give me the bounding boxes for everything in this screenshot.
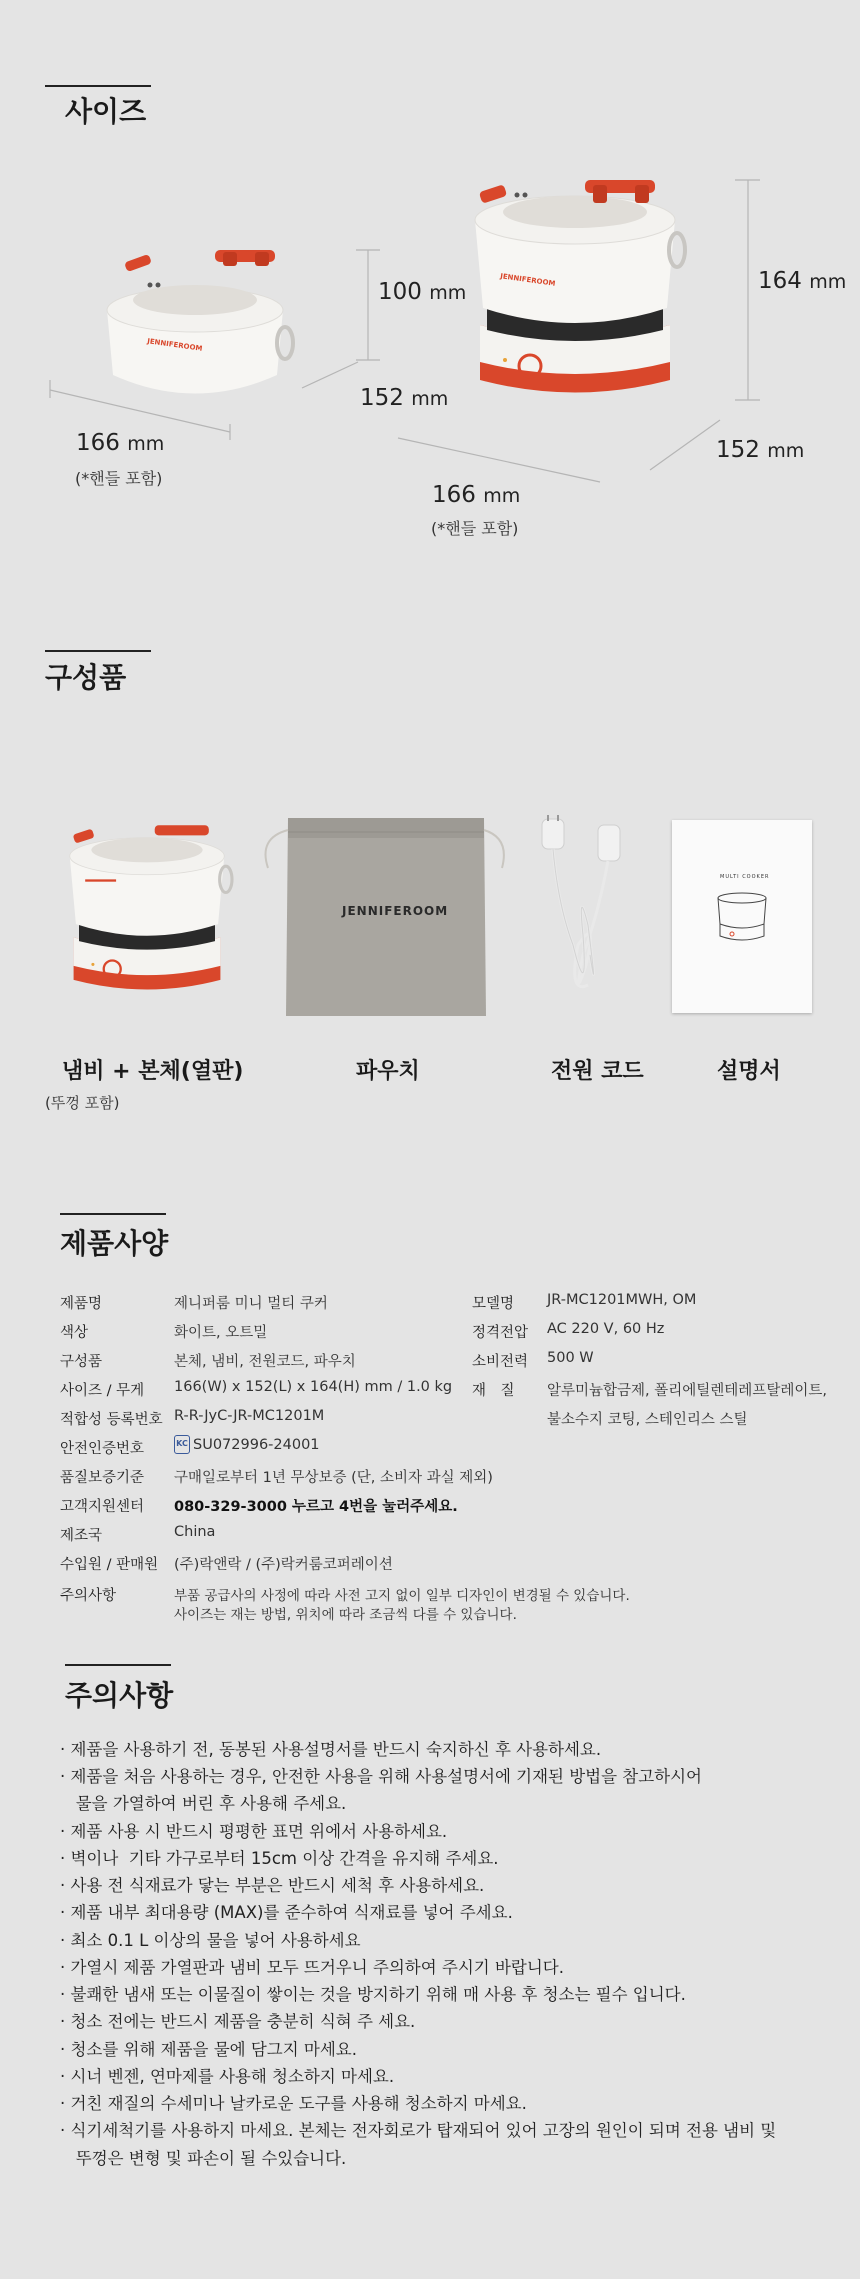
spec-label-size-weight: 사이즈 / 무게: [60, 1383, 145, 1399]
spec-value-material-1: 알루미늄합금제, 폴리에틸렌테레프탈레이트,: [547, 1383, 827, 1399]
small-depth-value: 152: [360, 385, 404, 411]
spec-value-product-name: 제니퍼룸 미니 멀티 쿠커: [174, 1296, 328, 1312]
manual-cooker-drawing: [712, 888, 772, 948]
large-depth-value: 152: [716, 437, 760, 463]
caution-line-13: · 시너 벤젠, 연마제를 사용해 청소하지 마세요.: [60, 2067, 395, 2086]
component-power-cord-image: [528, 815, 638, 1015]
spec-value-size-weight: 166(W) x 152(L) x 164(H) mm / 1.0 kg: [174, 1379, 453, 1395]
spec-value-power: 500 W: [547, 1350, 594, 1366]
spec-label-voltage: 정격전압: [472, 1325, 529, 1341]
caution-line-8: · 최소 0.1 L 이상의 물을 넣어 사용하세요: [60, 1931, 361, 1950]
component-cooker-image: [62, 818, 232, 1018]
spec-value-safety-cert: SU072996-24001: [193, 1437, 320, 1453]
large-width-dimension: [432, 482, 520, 508]
small-depth-dimension: [360, 385, 448, 411]
large-height-unit: mm: [809, 271, 847, 293]
caution-line-9: · 가열시 제품 가열판과 냄비 모두 뜨거우니 주의하여 주시기 바랍니다.: [60, 1958, 564, 1977]
spec-label-origin: 제조국: [60, 1528, 103, 1544]
caution-section-title: 주의사항: [65, 1679, 174, 1712]
size-section-title: 사이즈: [65, 95, 147, 128]
caution-line-2: · 제품을 처음 사용하는 경우, 안전한 사용을 위해 사용설명서에 기재된 방법을 참고하시어: [60, 1767, 702, 1786]
caution-line-1: · 제품을 사용하기 전, 동봉된 사용설명서를 반드시 숙지하신 후 사용하세요.: [60, 1740, 602, 1759]
large-cooker-image: [465, 180, 685, 420]
large-width-unit: mm: [483, 485, 521, 507]
spec-label-registration: 적합성 등록번호: [60, 1412, 163, 1428]
small-pot-brand: JENNIFEROOM: [146, 337, 203, 353]
spec-label-power: 소비전력: [472, 1354, 529, 1370]
spec-label-safety-cert: 안전인증번호: [60, 1441, 145, 1457]
spec-value-notes-2: 사이즈는 재는 방법, 위치에 따라 조금씩 다를 수 있습니다.: [174, 1607, 517, 1623]
spec-value-notes-1: 부품 공급사의 사정에 따라 사전 고지 없이 일부 디자인이 변경될 수 있습니다.: [174, 1588, 630, 1604]
spec-value-importer: (주)락앤락 / (주)락커룸코퍼레이션: [174, 1557, 393, 1573]
spec-label-warranty: 품질보증기준: [60, 1470, 145, 1486]
components-section-title: 구성품: [45, 661, 127, 694]
spec-label-material: 재 질: [472, 1383, 515, 1399]
large-depth-unit: mm: [767, 440, 805, 462]
large-width-value: 166: [432, 482, 476, 508]
small-width-note: (*핸들 포함): [75, 469, 163, 488]
component-note-cooker: (뚜껑 포함): [45, 1094, 120, 1112]
manual-title: MULTI COOKER: [720, 874, 770, 880]
spec-label-color: 색상: [60, 1325, 89, 1341]
pouch-brand-label: JENNIFEROOM: [342, 904, 449, 918]
large-depth-dimension: [716, 437, 804, 463]
kc-mark-icon: KC: [174, 1435, 190, 1454]
caution-line-6: · 사용 전 식재료가 닿는 부분은 반드시 세척 후 사용하세요.: [60, 1876, 485, 1895]
spec-label-model: 모델명: [472, 1296, 515, 1312]
component-label-cooker: 냄비 + 본체(열판): [62, 1059, 244, 1084]
specs-section-title: 제품사양: [60, 1227, 169, 1260]
spec-value-model: JR-MC1201MWH, OM: [547, 1292, 697, 1308]
small-width-unit: mm: [127, 433, 165, 455]
component-label-power-cord: 전원 코드: [551, 1059, 644, 1084]
small-height-unit: mm: [429, 282, 467, 304]
large-cooker-brand: JENNIFEROOM: [499, 272, 556, 288]
spec-label-support-center: 고객지원센터: [60, 1499, 145, 1515]
component-label-manual: 설명서: [717, 1059, 781, 1084]
spec-value-components: 본체, 냄비, 전원코드, 파우치: [174, 1354, 356, 1370]
caution-line-14: · 거친 재질의 수세미나 날카로운 도구를 사용해 청소하지 마세요.: [60, 2094, 527, 2113]
spec-label-product-name: 제품명: [60, 1296, 103, 1312]
section-rule-caution: [65, 1664, 171, 1666]
spec-value-support-center: 080-329-3000 누르고 4번을 눌러주세요.: [174, 1499, 458, 1515]
spec-value-color: 화이트, 오트밀: [174, 1325, 268, 1341]
spec-value-warranty: 구매일로부터 1년 무상보증 (단, 소비자 과실 제외): [174, 1470, 493, 1486]
spec-value-voltage: AC 220 V, 60 Hz: [547, 1321, 665, 1337]
section-rule-specs: [60, 1213, 166, 1215]
caution-line-15: · 식기세척기를 사용하지 마세요. 본체는 전자회로가 탑재되어 있어 고장의 원인이 되며 전용 냄비 및: [60, 2121, 777, 2140]
caution-line-11: · 청소 전에는 반드시 제품을 충분히 식혀 주 세요.: [60, 2012, 416, 2031]
small-width-dimension: [76, 430, 164, 456]
small-width-value: 166: [76, 430, 120, 456]
spec-value-origin: China: [174, 1524, 216, 1540]
spec-label-importer: 수입원 / 판매원: [60, 1557, 159, 1573]
caution-line-5: · 벽이나 기타 가구로부터 15cm 이상 간격을 유지해 주세요.: [60, 1849, 499, 1868]
spec-value-material-2: 불소수지 코팅, 스테인리스 스틸: [547, 1412, 748, 1428]
small-height-value: 100: [378, 279, 422, 305]
component-label-pouch: 파우치: [356, 1059, 420, 1084]
large-height-dimension: [758, 268, 846, 294]
caution-line-12: · 청소를 위해 제품을 물에 담그지 마세요.: [60, 2040, 357, 2059]
caution-line-10: · 불쾌한 냄새 또는 이물질이 쌓이는 것을 방지하기 위해 매 사용 후 청소는 필수 입니다.: [60, 1985, 686, 2004]
caution-line-4: · 제품 사용 시 반드시 평평한 표면 위에서 사용하세요.: [60, 1822, 448, 1841]
small-depth-unit: mm: [411, 388, 449, 410]
large-width-note: (*핸들 포함): [431, 519, 519, 538]
caution-line-7: · 제품 내부 최대용량 (MAX)를 준수하여 식재료를 넣어 주세요.: [60, 1903, 513, 1922]
small-height-dimension: [378, 279, 466, 305]
component-manual-image: [672, 820, 812, 1013]
small-dimension-lines: [0, 0, 860, 500]
large-height-value: 164: [758, 268, 802, 294]
section-rule-components: [45, 650, 151, 652]
caution-line-3: 물을 가열하여 버린 후 사용해 주세요.: [60, 1794, 347, 1813]
spec-label-components: 구성품: [60, 1354, 103, 1370]
caution-line-16: 뚜껑은 변형 및 파손이 될 수있습니다.: [60, 2149, 347, 2168]
spec-value-registration: R-R-JyC-JR-MC1201M: [174, 1408, 325, 1424]
spec-label-notes: 주의사항: [60, 1588, 117, 1604]
